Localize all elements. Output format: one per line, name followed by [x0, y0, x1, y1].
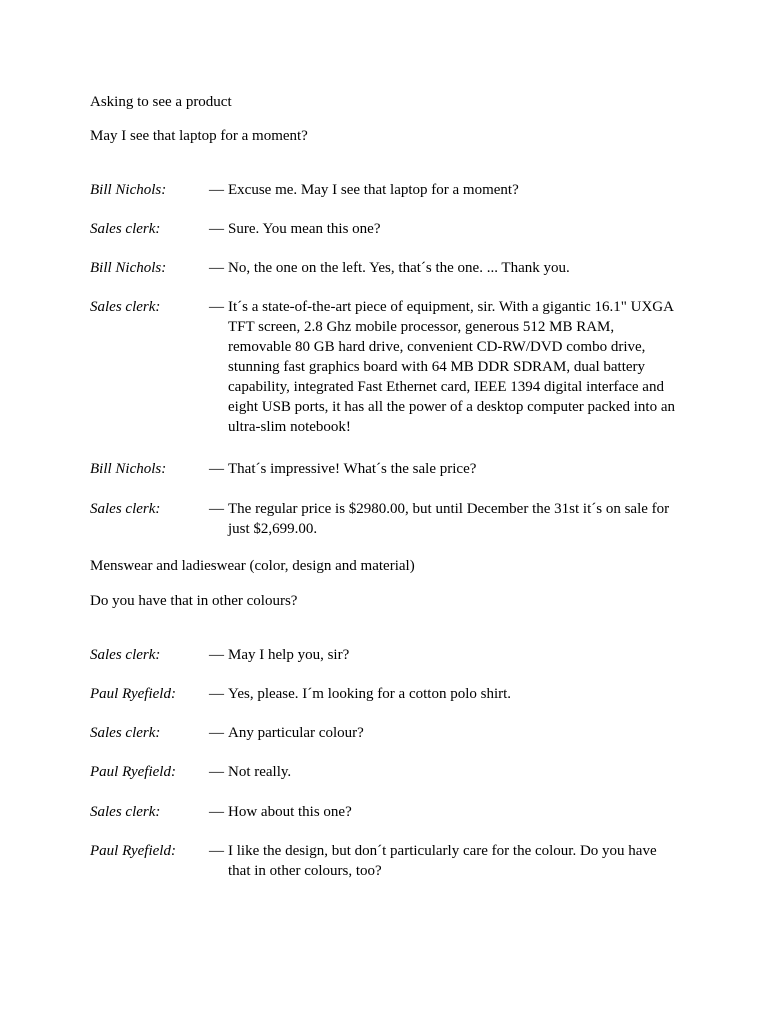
- dialogue-dash: —: [209, 501, 224, 517]
- speaker-name: Paul Ryefield:: [90, 843, 176, 859]
- section-1-heading: Asking to see a product: [90, 94, 232, 110]
- dialogue-text: The regular price is $2980.00, but until December the 31st it´s on sale for just $2,699.00.: [228, 501, 670, 537]
- speaker-name: Sales clerk:: [90, 647, 161, 663]
- dialogue-text: Sure. You mean this one?: [228, 221, 381, 237]
- dialogue-dash: —: [209, 299, 224, 315]
- dialogue-dash: —: [209, 843, 224, 859]
- dialogue-dash: —: [209, 725, 224, 741]
- speaker-name: Bill Nichols:: [90, 461, 167, 477]
- section-2-heading: Menswear and ladieswear (color, design and material): [90, 558, 415, 574]
- dialogue-text: May I help you, sir?: [228, 647, 350, 663]
- dialogue-dash: —: [209, 764, 224, 780]
- section-1-subheading: May I see that laptop for a moment?: [90, 128, 308, 144]
- speaker-name: Paul Ryefield:: [90, 686, 176, 702]
- speaker-name: Sales clerk:: [90, 725, 161, 741]
- dialogue-dash: —: [209, 647, 224, 663]
- dialogue-dash: —: [209, 461, 224, 477]
- speaker-name: Sales clerk:: [90, 299, 161, 315]
- speaker-name: Bill Nichols:: [90, 182, 167, 198]
- dialogue-text: That´s impressive! What´s the sale price?: [228, 461, 477, 477]
- speaker-name: Bill Nichols:: [90, 260, 167, 276]
- dialogue-text: Not really.: [228, 764, 292, 780]
- dialogue-text: Any particular colour?: [228, 725, 364, 741]
- dialogue-dash: —: [209, 221, 224, 237]
- dialogue-text: It´s a state-of-the-art piece of equipment, sir. With a gigantic 16.1" UXGA TFT screen, 2.8 Ghz mobile processor, generous 512 MB RAM, removable 80 GB hard drive, convenient CD-RW/DVD combo drive, stunning fast graphics board with 64 MB DDR SDRAM, dual battery capability, integrated Fast Ethernet card, IEEE 1394 digital interface and eight USB ports, it has all the power of a desktop computer packed into an ultra-slim notebook!: [228, 299, 675, 435]
- speaker-name: Sales clerk:: [90, 501, 161, 517]
- dialogue-dash: —: [209, 686, 224, 702]
- dialogue-dash: —: [209, 182, 224, 198]
- speaker-name: Paul Ryefield:: [90, 764, 176, 780]
- dialogue-dash: —: [209, 260, 224, 276]
- dialogue-text: How about this one?: [228, 804, 352, 820]
- speaker-name: Sales clerk:: [90, 804, 161, 820]
- dialogue-text: Yes, please. I´m looking for a cotton polo shirt.: [228, 686, 512, 702]
- dialogue-dash: —: [209, 804, 224, 820]
- dialogue-text: I like the design, but don´t particularly care for the colour. Do you have that in other colours, too?: [228, 843, 657, 879]
- speaker-name: Sales clerk:: [90, 221, 161, 237]
- section-2-subheading: Do you have that in other colours?: [90, 593, 298, 609]
- dialogue-text: No, the one on the left. Yes, that´s the one. ... Thank you.: [228, 260, 570, 276]
- dialogue-text: Excuse me. May I see that laptop for a moment?: [228, 182, 519, 198]
